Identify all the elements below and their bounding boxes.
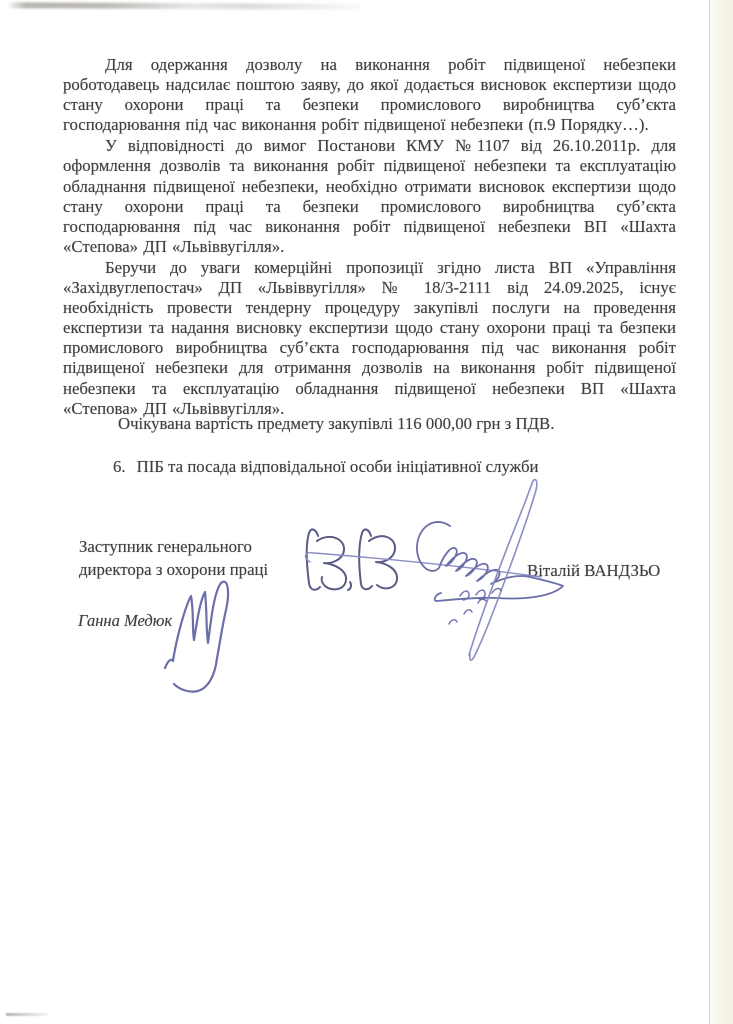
- document-body: [63, 55, 676, 420]
- list-item-6: [113, 457, 539, 477]
- scan-artifact-right-edge: [709, 0, 733, 1024]
- vandzo-signature: [305, 480, 563, 661]
- secondary-signer-name: Ганна Медюк: [78, 611, 173, 630]
- paragraph-permit-application: Для одержання дозволу на виконання робіт підвищеної небезпеки роботодавець надсилає поштою заяву, до якої додається висновок експертизи щодо стану охорони праці та безпеки промислового виробництва суб’єкта господарювання під час виконання робіт підвищеної небезпеки (п.9 Порядку…).: [63, 55, 676, 135]
- signer-name: Віталій ВАНДЗЬО: [527, 561, 661, 580]
- paragraph-kmu-resolution: У відповідності до вимог Постанови КМУ №1107 від 26.10.2011р. для оформлення дозволів та виконання робіт підвищеної небезпеки та експлуатацію обладнання підвищеної небезпеки, необхідно отримати висновок експертизи щодо стану охорони праці та безпеки промислового виробництва суб’єкта господарювання під час виконання робіт підвищеної небезпеки ВП «Шахта «Степова» ДП «Львіввугілля».: [63, 136, 676, 256]
- estimated-cost-line: Очікувана вартість предмету закупівлі 116 000,00 грн з ПДВ.: [118, 414, 555, 433]
- list-item-6-text: ПІБ та посада відповідальної особи ініціативної служби: [136, 457, 539, 476]
- medyuk-signature: [165, 582, 228, 692]
- list-item-6-number: 6.: [113, 457, 126, 476]
- scan-artifact-top-edge: [8, 2, 360, 10]
- paragraph-tender-justification: Беручи до уваги комерційні пропозиції згідно листа ВП «Управління «Західвуглепостач» ДП «Львіввугілля» № 18/3-2111 від 24.09.2025, існує необхідність провести тендерну процедуру закупівлі послуги на проведення експертизи та надання висновку експертизи щодо стану охорони праці та безпеки промислового виробництва суб’єкта господарювання під час виконання робіт підвищеної небезпеки для отримання дозволів на виконання робіт підвищеної небезпеки та експлуатацію обладнання підвищеної небезпеки ВП «Шахта «Степова» ДП «Львіввугілля».: [63, 257, 676, 418]
- scan-artifact-bottom-edge: [6, 1013, 48, 1016]
- signer-position-title: Заступник генерального директора з охорони праці: [79, 537, 269, 579]
